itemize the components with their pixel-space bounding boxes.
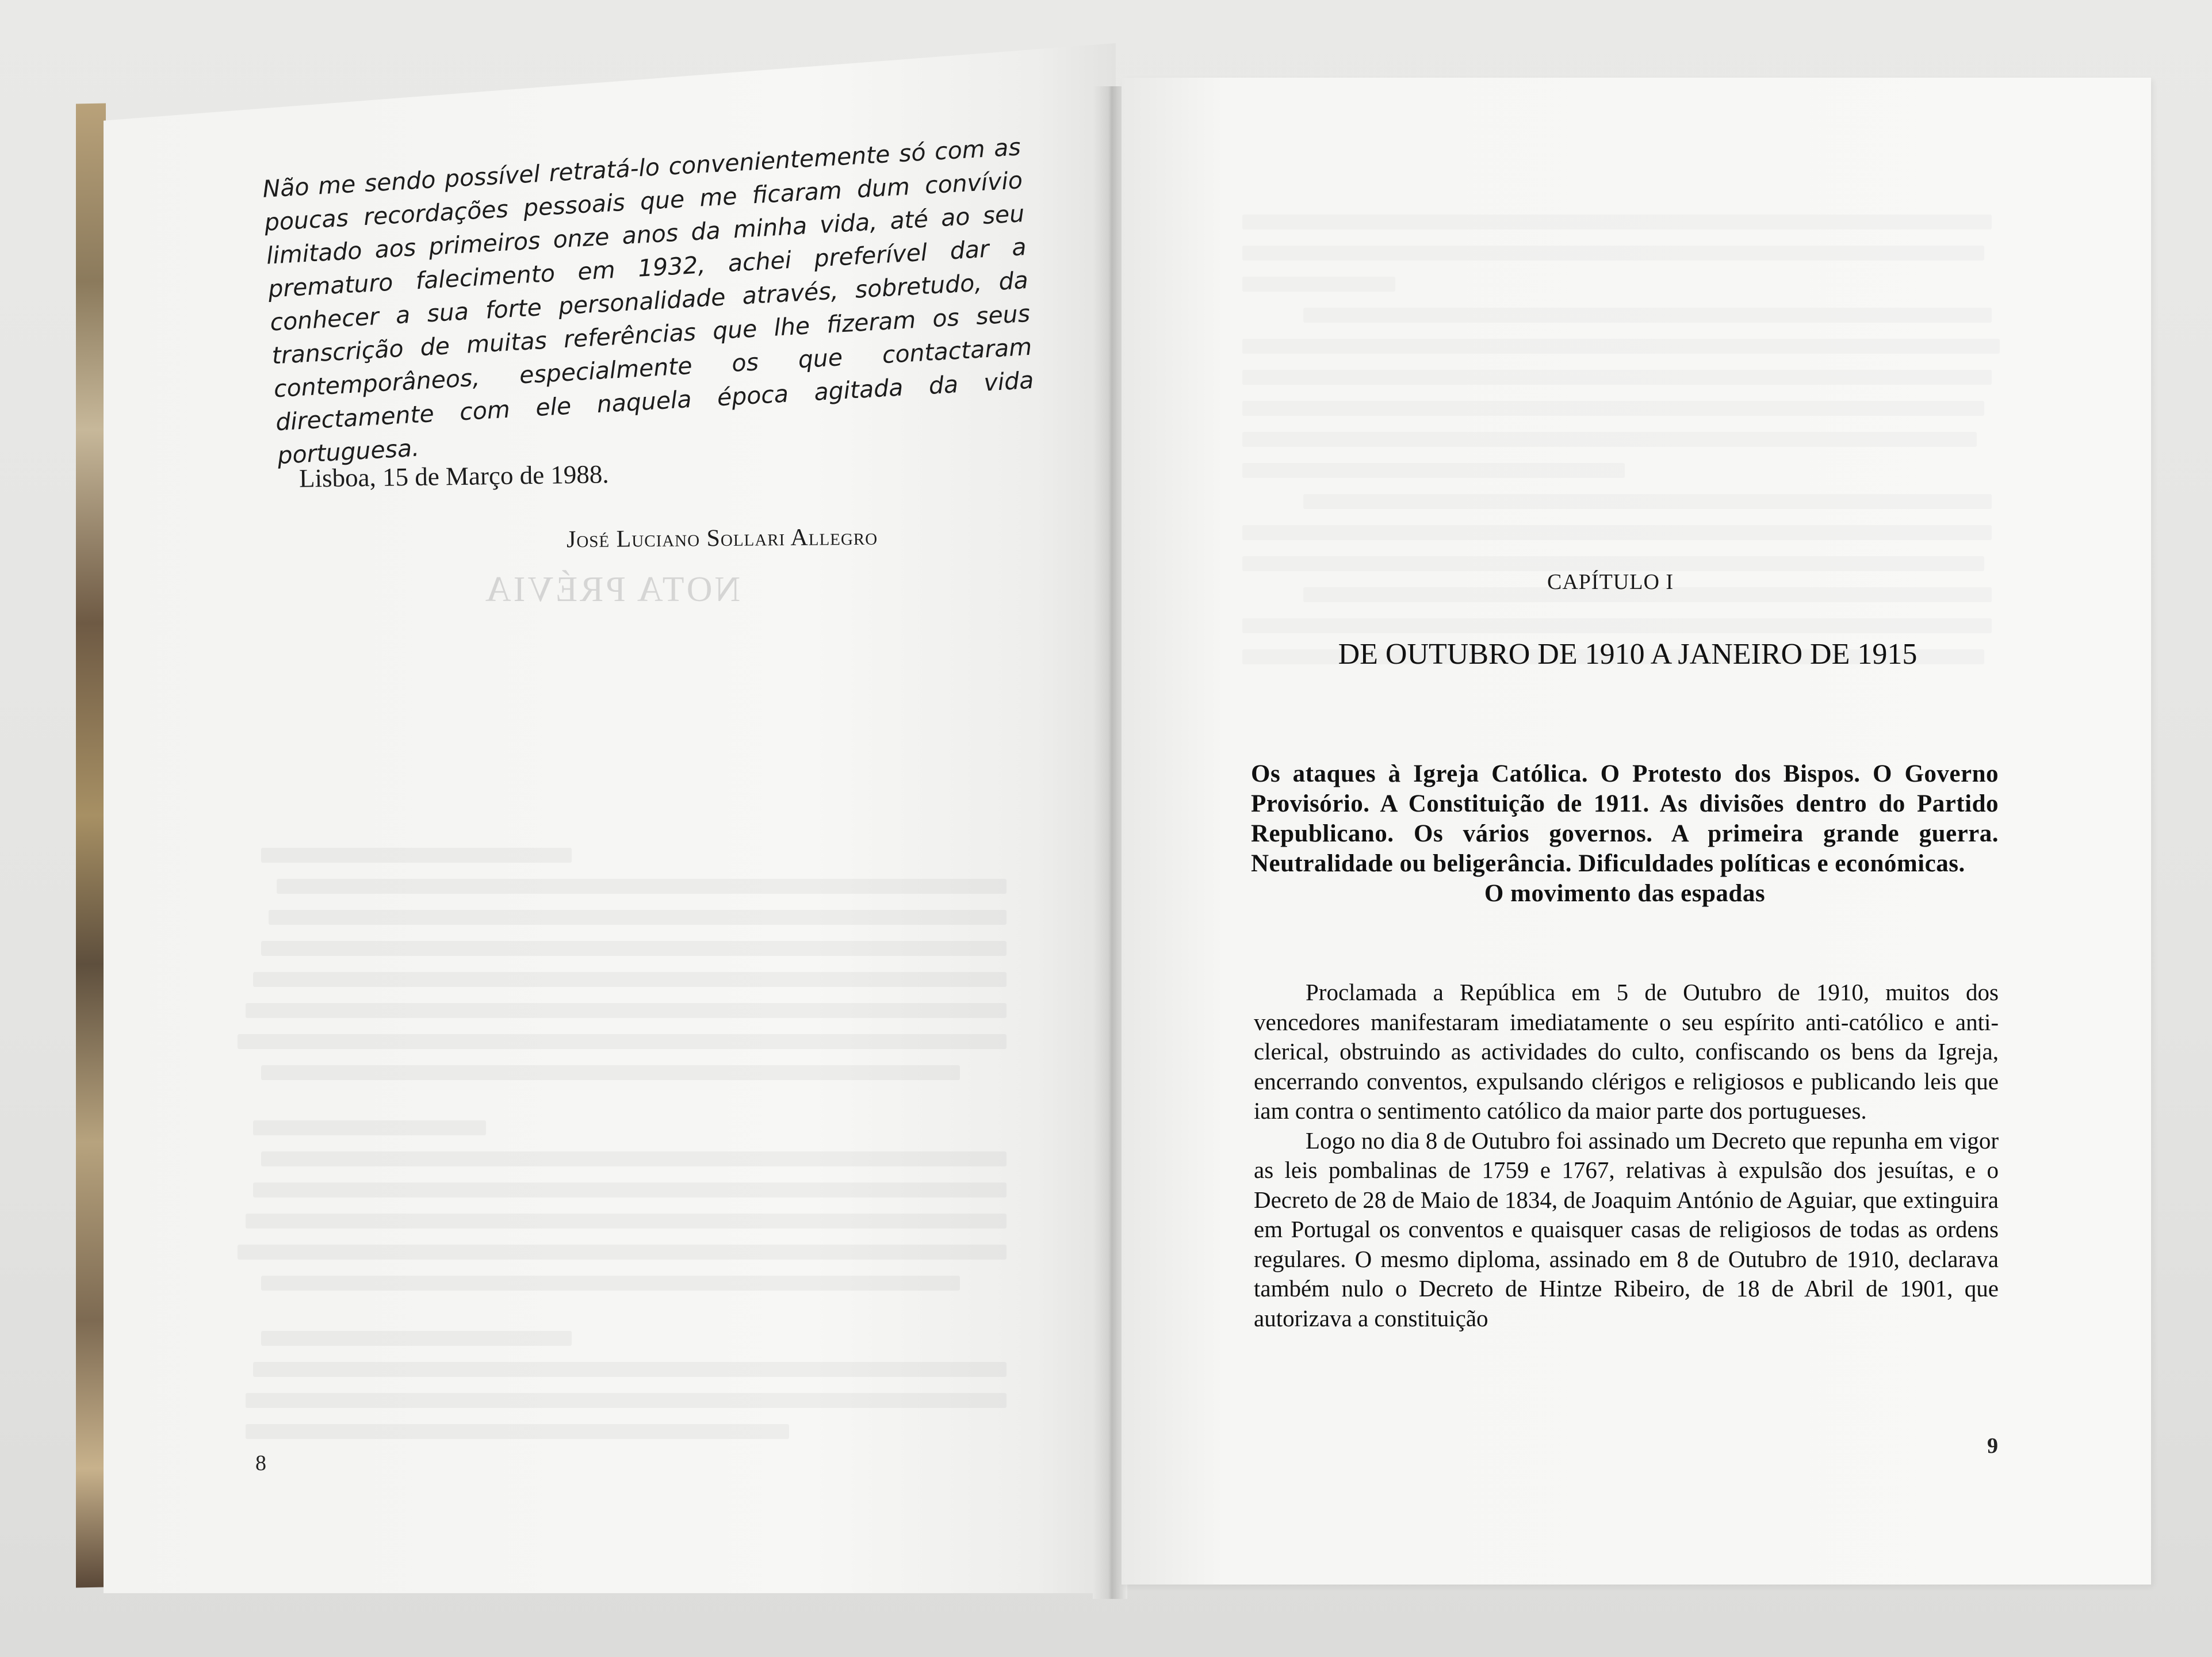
chapter-body xyxy=(1254,978,1999,1333)
show-through-heading: NOTA PRÉVIA xyxy=(483,570,741,609)
author-signature: José Luciano Sollari Allegro xyxy=(566,523,878,553)
summary-text: Os ataques à Igreja Católica. O Protesto dos Bispos. O Governo Provisório. A Constituição de 1911. As divisões dentro do Partido Republicano. Os vários governos. A primeira grande guerra. Neutralidade ou beligerância. Dificuldades políticas e económicas. xyxy=(1251,760,1999,877)
italic-paragraph: Não me sendo possível retratá-lo convenientemente só com as poucas recordações pessoais que me ficaram dum convívio limitado aos primeiros onze anos da minha vida, até ao seu prematuro falecimento em 1932, achei preferível dar a conhecer a sua forte personalidade através, sobretudo, da transcrição de muitas referências que lhe fizeram os seus contemporâneos, especialmente os que contactaram directamente com ele naquela época agitada da vida portuguesa. xyxy=(262,133,1035,470)
book-cover-edge xyxy=(76,104,106,1588)
body-paragraph-2: Logo no dia 8 de Outubro foi assinado um Decreto que repunha em vigor as leis pombalinas de 1759 e 1767, relativas à expulsão dos jesuítas, e o Decreto de 28 de Maio de 1834, de Joaquim António de Aguiar, que extinguira em Portugal os conventos e quaisquer casas de religiosos de todas as ordens regulares. O mesmo diploma, assinado em 8 de Outubro de 1910, declarava também nulo o Decreto de Hintze Ribeiro, de 18 de Abril de 1901, que autorizava a constituição xyxy=(1254,1127,1999,1331)
body-paragraph-1: Proclamada a República em 5 de Outubro de 1910, muitos dos vencedores manifestaram imediatamente o seu espírito anti-católico e anti-clerical, obstruindo as actividades do culto, confiscando os bens da Igreja, encerrando conventos, expulsando clérigos e religiosos e publicando leis que iam contra o sentimento católico da maior parte dos portugueses. xyxy=(1254,979,1999,1124)
foreword-closing-paragraph xyxy=(262,130,1036,472)
summary-last-line: O movimento das espadas xyxy=(1484,880,1766,907)
chapter-title: DE OUTUBRO DE 1910 A JANEIRO DE 1915 xyxy=(1338,638,1918,671)
page-number-right: 9 xyxy=(1987,1434,1998,1458)
page-number-left: 8 xyxy=(255,1451,266,1475)
left-page-show-through xyxy=(230,564,1007,1455)
chapter-label: CAPÍTULO I xyxy=(1547,570,1674,594)
right-page-show-through xyxy=(1242,198,2007,1038)
date-line: Lisboa, 15 de Março de 1988. xyxy=(298,460,609,493)
chapter-summary xyxy=(1251,759,1999,909)
